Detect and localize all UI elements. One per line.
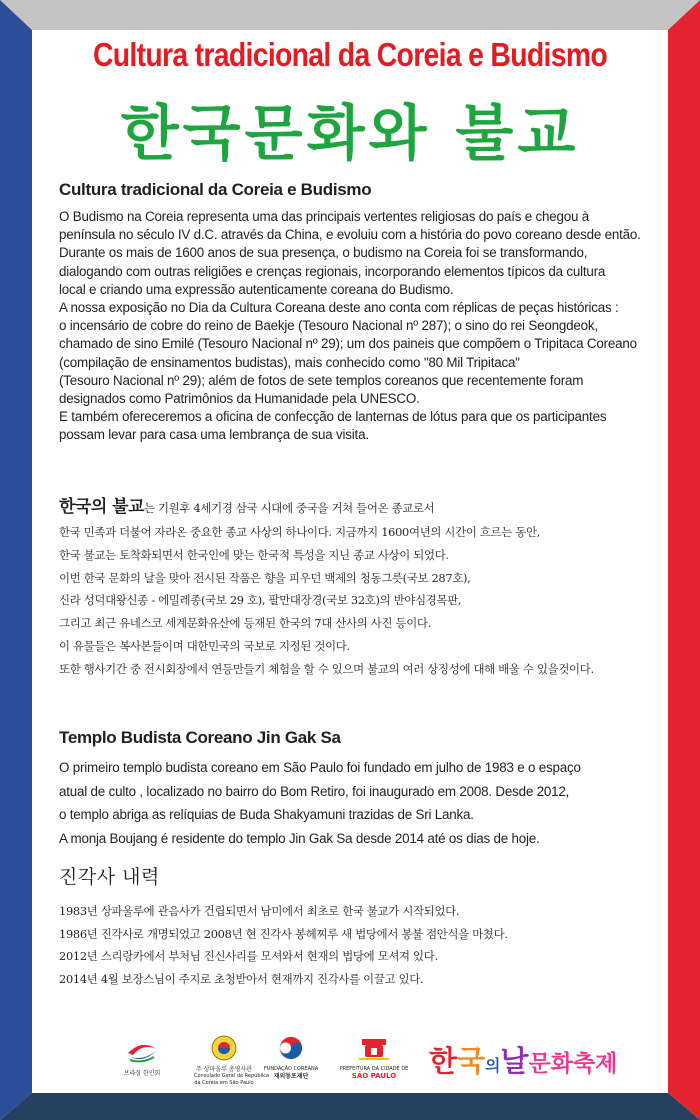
logo-caption: 브라질 한인회	[123, 1070, 161, 1077]
city-crest-icon	[359, 1035, 389, 1061]
paragraph-line: atual de culto , localizado no bairro do Bom Retiro, foi inaugurado em 2008. Desde 2012,	[59, 783, 570, 799]
paragraph-line: A nossa exposição no Dia da Cultura Coreana deste ano conta com réplicas de peças históricas :	[59, 300, 619, 316]
paragraph-line: designados como Patrimônios da Humanidade pela UNESCO.	[59, 391, 420, 407]
korean-line: 그리고 최근 유네스코 세계문화유산에 등재된 한국의 7대 산사의 사진 등이다.	[59, 616, 431, 631]
paragraph-line: O primeiro templo budista coreano em São Paulo foi fundado em julho de 1983 e o espaço	[59, 760, 581, 775]
sao-paulo-city-logo	[334, 1035, 414, 1080]
section-templo-body	[59, 756, 659, 850]
paragraph-line: o templo abriga as relíquias de Buda Shakyamuni trazidas de Sri Lanka.	[59, 807, 474, 822]
logo-caption: FUNDAÇÃO COREANA	[263, 1066, 319, 1072]
taegeuk-swoosh-logo	[112, 1037, 172, 1077]
korean-first-line	[59, 494, 659, 521]
festival-char: 화	[550, 1051, 573, 1077]
taegeuk-swoosh-icon	[125, 1037, 159, 1065]
festival-char: 국	[457, 1044, 486, 1078]
section-heading: Cultura tradicional da Coreia e Budismo	[59, 180, 372, 199]
paragraph-line: dialogando com outras religiões e crenças regionais, incorporando elementos típicos da cultura	[59, 263, 606, 279]
paragraph-line: (compilação de ensinamentos budistas), mais conhecido como "80 Mil Tripitaca"	[59, 354, 520, 370]
paragraph-line: península no século IV d.C. através da China, e evoluiu com a história do povo coreano desde então.	[59, 227, 641, 243]
history-line: 2014년 4월 보장스님이 주지로 초청받아서 현재까지 진각사를 이끌고 있다.	[59, 971, 424, 986]
korean-line: 또한 행사기간 중 전시회장에서 연등만들기 체험을 할 수 있으며 불교의 여러 상징성에 대해 배울 수 있을것이다.	[59, 661, 594, 676]
section-cultura-body	[59, 208, 659, 445]
festival-char: 의	[485, 1056, 501, 1075]
korean-foundation-icon	[278, 1035, 304, 1061]
korean-line: 한국 민족과 더불어 자라온 중요한 종교 사상의 하나이다. 지금까지 1600여년의 시간이 흐르는 동안,	[59, 525, 541, 539]
logo-caption: SÃO PAULO	[351, 1072, 397, 1080]
section-cultura	[59, 180, 659, 200]
korean-day-festival-logo	[429, 1039, 617, 1080]
poster-panel	[32, 30, 668, 1093]
paragraph-line: local e criando uma expressão autenticamente coreana do Budismo.	[59, 281, 454, 297]
logo-caption: 재외동포재단	[273, 1073, 309, 1080]
paragraph-line: E também ofereceremos a oficina de confecção de lanternas de lótus para que os participantes	[59, 409, 607, 425]
festival-char: 문	[528, 1051, 551, 1077]
history-line: 1986년 진각사로 개명되었고 2008년 현 진각사 봉헤찌루 새 법당에서 봉불 점안식을 마쳤다.	[59, 926, 508, 941]
festival-char: 날	[500, 1044, 529, 1078]
page-title: Cultura tradicional da Coreia e Budismo	[92, 36, 608, 73]
paragraph-line: Durante os mais de 1600 anos de sua presença, o budismo na Coreia foi se transformando,	[59, 245, 588, 261]
korean-line: 이 유물들은 복사본들이며 대한민국의 국보로 지정된 것이다.	[59, 638, 350, 653]
korean-title: 한국문화와 불교	[120, 99, 580, 169]
history-line: 1983년 상파울루에 관음사가 건립되면서 남미에서 최초로 한국 불교가 시작되었다.	[59, 904, 460, 918]
logo-caption: PREFEITURA DA CIDADE DE	[339, 1066, 409, 1072]
section-heading: Templo Budista Coreano Jin Gak Sa	[59, 728, 341, 747]
history-heading: 진각사 내력	[59, 866, 160, 888]
history-line: 2012년 스리랑카에서 부처님 진신사리를 모셔와서 현재의 법당에 모셔져 있다.	[59, 949, 438, 964]
korean-line: 이번 한국 문화의 날을 맞아 전시된 작품은 향을 피우던 백제의 청동그릇(국보 287호),	[59, 570, 471, 585]
festival-char: 제	[595, 1051, 618, 1077]
korean-foundation-logo	[260, 1035, 322, 1080]
logo-caption: 주 상파울루 총영사관	[196, 1066, 252, 1073]
festival-char: 축	[572, 1051, 596, 1077]
section-templo	[59, 728, 659, 748]
paragraph-line: possam levar para casa uma lembrança de sua visita.	[59, 427, 369, 443]
korean-first-line-rest: 는 기원후 4세기경 삼국 시대에 중국을 거쳐 들어온 종교로서	[144, 501, 435, 515]
logo-caption: da Coreia em São Paulo	[194, 1080, 254, 1086]
korean-lead: 한국의 불교	[59, 497, 145, 517]
section-korean-buddhism	[59, 494, 659, 681]
section-history	[59, 862, 659, 889]
korean-line: 신라 성덕대왕신종 - 에밀레종(국보 29 호), 팔만대장경(국보 32호)의 반야심경목판,	[59, 593, 462, 608]
logo-caption: Consulado Geral da República	[194, 1073, 270, 1079]
section-history-body	[59, 900, 659, 990]
paragraph-line: chamado de sino Emilé (Tesouro Nacional nº 29); um dos paineis que compõem o Tripitaca Coreano	[59, 336, 637, 352]
round-seal-logo	[194, 1035, 270, 1087]
festival-char: 한	[429, 1044, 458, 1078]
paragraph-line: (Tesouro Nacional nº 29); além de fotos de sete templos coreanos que recentemente foram	[59, 372, 584, 388]
paragraph-line: o incensário de cobre do reino de Baekje (Tesouro Nacional nº 287); o sino do rei Seongdeok,	[59, 318, 598, 334]
paragraph-line: A monja Boujang é residente do templo Jin Gak Sa desde 2014 até os dias de hoje.	[59, 830, 540, 846]
korean-line: 한국 불교는 토착화되면서 한국인에 맞는 한국적 특성을 지닌 종교 사상이 되었다.	[59, 547, 449, 562]
round-seal-icon	[211, 1035, 237, 1061]
paragraph-line: O Budismo na Coreia representa uma das principais vertentes religiosas do país e chegou à	[59, 209, 590, 224]
sponsor-logos	[32, 1033, 668, 1086]
